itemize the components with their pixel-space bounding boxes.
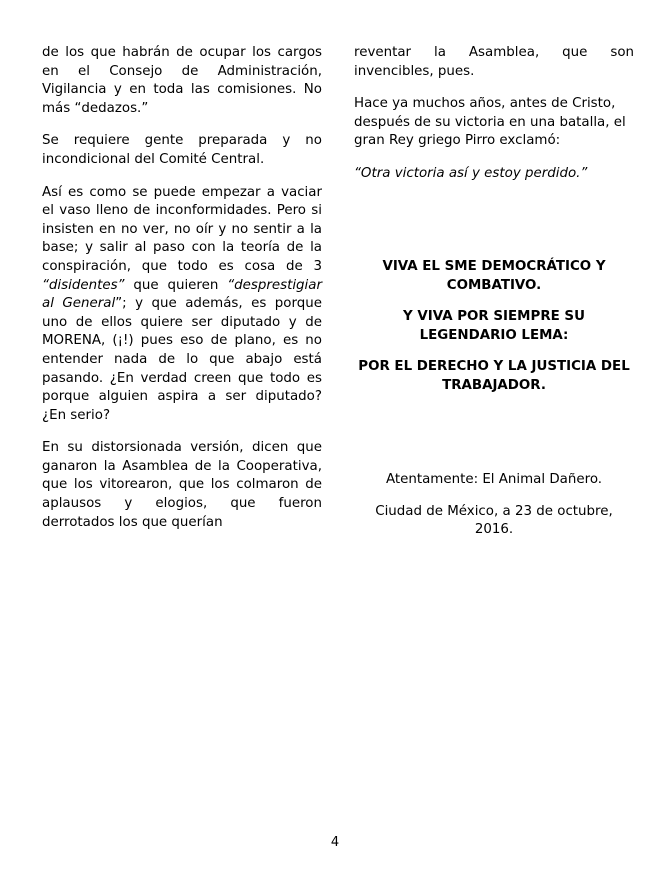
quote: “Otra victoria así y estoy perdido.” xyxy=(354,165,588,181)
paragraph: Hace ya muchos años, antes de Cristo, después de su victoria en una batalla, el gran Rey griego Pirro exclamó: xyxy=(354,96,626,149)
signature: Atentamente: El Animal Dañero. xyxy=(385,472,603,487)
paragraph: reventar la Asamblea, que son invencibles, pues. xyxy=(354,45,634,79)
signature-block xyxy=(354,471,634,553)
paragraph: Se requiere gente preparada y no incondicional del Comité Central. xyxy=(42,133,322,167)
paragraph: En su distorsionada versión, dicen que ganaron la Asamblea de la Cooperativa, que los vitorearon, que los colmaron de aplausos y elogios, que fueron derrotados los que querían xyxy=(42,440,322,530)
emphasis-text: “desprestigiar al General xyxy=(42,277,322,312)
emphasis-text: “disidentes” xyxy=(42,277,125,293)
slogan: POR EL DERECHO Y LA JUSTICIA DEL TRABAJADOR. xyxy=(358,359,630,393)
slogan: VIVA EL SME DEMOCRÁTICO Y COMBATIVO. xyxy=(382,259,606,293)
slogans-block xyxy=(354,258,634,409)
place-date: Ciudad de México, a 23 de octubre, 2016. xyxy=(375,503,613,538)
slogan: Y VIVA POR SIEMPRE SU LEGENDARIO LEMA: xyxy=(403,309,585,343)
page-number: 4 xyxy=(330,835,340,850)
paragraph-text: Así es como se puede empezar a vaciar el vaso lleno de inconformidades. Pero si insisten en no ver, no oír y no sentir a la base; y salir al paso con la teoría de la conspiración, que todo es cosa de 3 xyxy=(42,184,322,274)
paragraph-text: ”; y que además, es porque uno de ellos quiere ser diputado y de MORENA, (¡!) pues eso de plano, es no entender nada de lo que abajo está pasando. ¿En verdad creen que todo es porque alguien aspira a ser diputado? ¿En serio? xyxy=(42,296,322,423)
left-column xyxy=(42,44,322,546)
right-column xyxy=(354,44,634,198)
paragraph: de los que habrán de ocupar los cargos en el Consejo de Administración, Vigilancia y en toda las comisiones. No más “dedazos.” xyxy=(42,45,322,116)
paragraph xyxy=(42,184,322,426)
paragraph-text: que quieren xyxy=(124,277,228,293)
